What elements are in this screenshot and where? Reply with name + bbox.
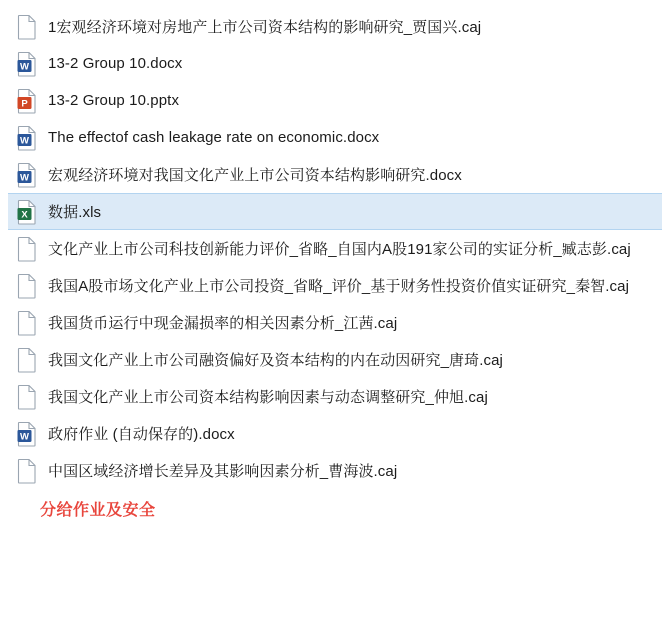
list-item[interactable] xyxy=(8,341,662,378)
file-name: 我国货币运行中现金漏损率的相关因素分析_江茜.caj xyxy=(48,315,398,332)
file-name: 中国区域经济增长差异及其影响因素分析_曹海波.caj xyxy=(48,463,398,480)
powerpoint-presentation-icon xyxy=(16,88,38,114)
file-name: 数据.xls xyxy=(48,204,102,221)
svg-text:W: W xyxy=(20,171,29,183)
torn-edge-bottom xyxy=(0,609,670,621)
generic-file-icon xyxy=(16,384,38,410)
file-name: 13-2 Group 10.pptx xyxy=(48,92,180,109)
generic-file-icon xyxy=(16,273,38,299)
generic-file-icon xyxy=(16,236,38,262)
generic-file-icon xyxy=(16,458,38,484)
list-item[interactable] xyxy=(8,304,662,341)
generic-file-icon xyxy=(16,347,38,373)
list-item[interactable] xyxy=(8,119,662,156)
generic-file-icon xyxy=(16,14,38,40)
file-name: 我国文化产业上市公司融资偏好及资本结构的内在动因研究_唐琦.caj xyxy=(48,352,503,369)
svg-text:X: X xyxy=(21,208,28,220)
svg-text:P: P xyxy=(21,97,28,109)
file-name: The effectof cash leakage rate on economic.docx xyxy=(48,129,380,146)
list-item[interactable] xyxy=(8,45,662,82)
svg-text:W: W xyxy=(20,134,29,146)
list-item[interactable] xyxy=(8,378,662,415)
svg-text:W: W xyxy=(20,430,29,442)
list-item[interactable] xyxy=(8,415,662,452)
list-item[interactable] xyxy=(8,452,662,489)
file-name: 1宏观经济环境对房地产上市公司资本结构的影响研究_贾国兴.caj xyxy=(48,19,482,36)
word-document-icon xyxy=(16,421,38,447)
list-item[interactable] xyxy=(8,230,662,267)
word-document-icon xyxy=(16,162,38,188)
file-list[interactable] xyxy=(8,6,662,606)
word-document-icon xyxy=(16,125,38,151)
generic-file-icon xyxy=(16,310,38,336)
file-name: 文化产业上市公司科技创新能力评价_省略_自国内A股191家公司的实证分析_臧志彭.caj xyxy=(48,241,631,258)
list-item-selected[interactable] xyxy=(8,193,662,230)
excel-spreadsheet-icon xyxy=(16,199,38,225)
word-document-icon xyxy=(16,51,38,77)
file-name: 宏观经济环境对我国文化产业上市公司资本结构影响研究.docx xyxy=(48,167,462,184)
file-name: 13-2 Group 10.docx xyxy=(48,55,183,72)
svg-text:W: W xyxy=(20,60,29,72)
list-item[interactable] xyxy=(8,8,662,45)
list-item[interactable] xyxy=(8,156,662,193)
file-name: 我国A股市场文化产业上市公司投资_省略_评价_基于财务性投资价值实证研究_秦智.caj xyxy=(48,278,630,295)
file-name: 政府作业 (自动保存的).docx xyxy=(48,426,235,443)
file-name: 我国文化产业上市公司资本结构影响因素与动态调整研究_仲旭.caj xyxy=(48,389,488,406)
list-item[interactable] xyxy=(8,82,662,119)
list-item[interactable] xyxy=(8,267,662,304)
annotation-text: 分给作业及安全 xyxy=(40,502,156,519)
